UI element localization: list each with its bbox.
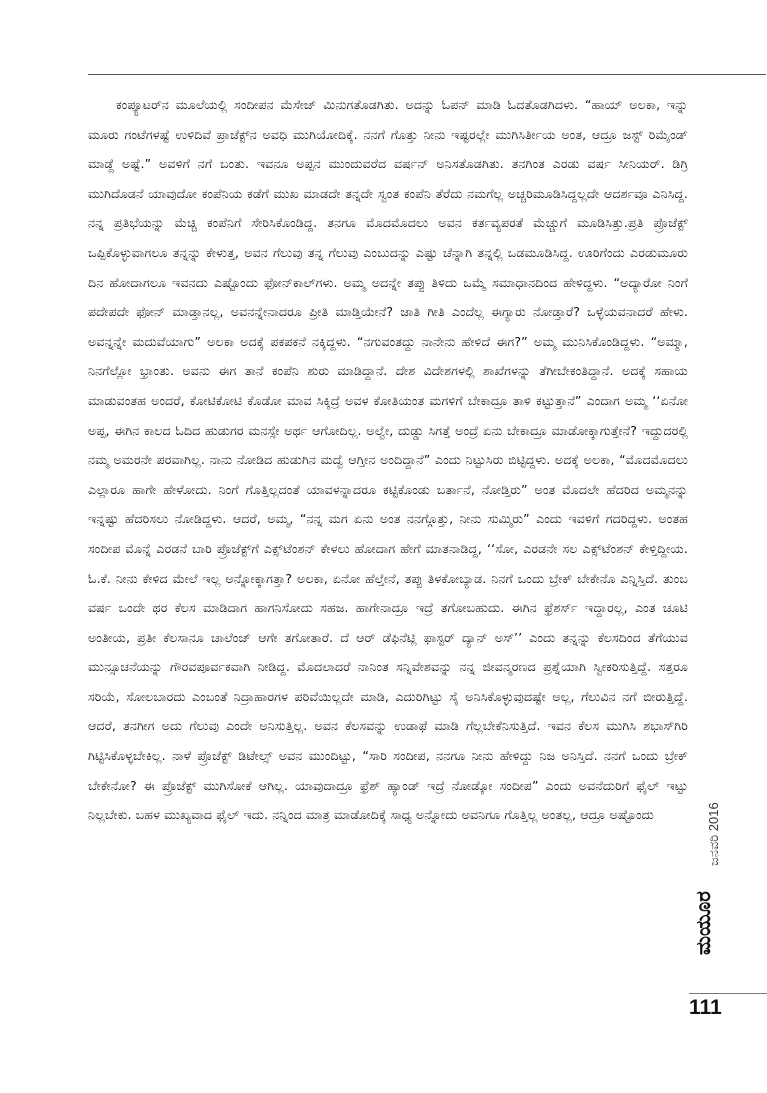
header-rule: [88, 74, 766, 75]
magazine-logo-graphic: [691, 881, 715, 959]
page-number: 111: [689, 996, 722, 1019]
article-body: [88, 90, 688, 830]
issue-date-text: ಜನವರಿ 2016: [706, 802, 721, 866]
footer-rule: [689, 993, 767, 994]
article-paragraph: ಕಂಪ್ಯೂಟರ್‌ನ ಮೂಲೆಯಲ್ಲಿ ಸಂದೀಪನ ಮೆಸೇಜ್ ಮಿನುಗತೊಡಗಿತು. ಅದನ್ನು ಓಪನ್ ಮಾಡಿ ಓದತೊಡಗಿದಳು. “ಹಾಯ್ ಅಲಕಾ, ಇನ್ನು ಮೂರು ಗಂಟೆಗಳಷ್ಟೆ ಉಳಿದಿವೆ ಪ್ರಾಜೆಕ್ಟ್‌ನ ಅವಧಿ ಮುಗಿಯೋದಿಕ್ಕೆ. ನನಗೆ ಗೊತ್ತು ನೀನು ಇಷ್ಟರಲ್ಲೇ ಮುಗಿಸಿರ್ತೀಯ ಅಂತ, ಆದ್ರೂ ಜಸ್ಟ್ ರಿಮೈಂಡ್ ಮಾಡ್ದೆ ಅಷ್ಟೆ.” ಅವಳಿಗೆ ನಗೆ ಬಂತು. ಇವನೂ ಅಪ್ಪನ ಮುಂದುವರೆದ ವರ್ಷನ್ ಅನಿಸತೊಡಗಿತು. ತನಗಿಂತ ಎರಡು ವರ್ಷ ಸೀನಿಯರ್. ಡಿಗ್ರಿ ಮುಗಿದೊಡನೆ ಯಾವುದೋ ಕಂಪೆನಿಯ ಕಡೆಗೆ ಮುಖ ಮಾಡದೇ ತನ್ನದೇ ಸ್ವಂತ ಕಂಪೆನಿ ತೆರೆದು ನಮಗೆಲ್ಲ ಅಚ್ಚರಿಮೂಡಿಸಿದ್ದಲ್ಲದೇ ಆದರ್ಶವೂ ಎನಿಸಿದ್ದ. ನನ್ನ ಪ್ರತಿಭೆಯನ್ನು ಮೆಚ್ಚಿ ಕಂಪೆನಿಗೆ ಸೇರಿಸಿಕೊಂಡಿದ್ದ. ತನಗೂ ಮೊದಮೊದಲು ಅವನ ಕರ್ತವ್ಯಪರತೆ ಮೆಚ್ಚುಗೆ ಮೂಡಿಸಿತ್ತು.ಪ್ರತಿ ಪ್ರೊಜೆಕ್ಟ್ ಒಪ್ಪಿಕೊಳ್ಳುವಾಗಲೂ ತನ್ನನ್ನು ಕೇಳುತ್ತ, ಅವನ ಗೆಲುವು ತನ್ನ ಗೆಲುವು ಎಂಬುದನ್ನು ಎಷ್ಟು ಚೆನ್ನಾಗಿ ತನ್ನಲ್ಲಿ ಒಡಮೂಡಿಸಿದ್ದ. ಊರಿಗೆಂದು ಎರಡುಮೂರು ದಿನ ಹೋದಾಗಲೂ ಇವನದು ಎಷ್ಟೊಂದು ಫೋನ್‌ಕಾಲ್‌ಗಳು. ಅಮ್ಮ ಅದನ್ನೇ ತಪ್ಪು ತಿಳಿದು ಒಮ್ಮೆ ಸಮಾಧಾನದಿಂದ ಹೇಳಿದ್ದಳು. “ಅದ್ಯಾರೋ ನಿಂಗೆ ಪದೇಪದೇ ಫೋನ್ ಮಾಡ್ತಾನಲ್ಲ, ಅವನನ್ನೇನಾದರೂ ಪ್ರೀತಿ ಮಾಡ್ತಿಯೇನೆ? ಜಾತಿ ಗೀತಿ ಎಂದೆಲ್ಲ ಈಗ್ಯಾರು ನೋಡ್ತಾರೆ? ಒಳ್ಳೆಯವನಾದರೆ ಹೇಳು. ಅವನ್ನನ್ನೇ ಮದುವೆಯಾಗು” ಅಲಕಾ ಅದಕ್ಕೆ ಪಕಪಕನೆ ನಕ್ಕಿದ್ದಳು. “ನಗುವಂತದ್ದು ನಾನೇನು ಹೇಳಿದೆ ಈಗ?” ಅಮ್ಮ ಮುನಿಸಿಕೊಂಡಿದ್ದಳು. “ಅಮ್ಮಾ, ನಿನಗೆಲ್ಲೋ ಭ್ರಾಂತು. ಅವನು ಈಗ ತಾನೆ ಕಂಪೆನಿ ಶುರು ಮಾಡಿದ್ದಾನೆ. ದೇಶ ವಿದೇಶಗಳಲ್ಲಿ ಶಾಖೆಗಳನ್ನು ತೆಗೀಬೇಕಂತಿದ್ದಾನೆ. ಅದಕ್ಕೆ ಸಹಾಯ ಮಾಡುವಂತಹ ಅಂದರೆ, ಕೋಟಿಕೋಟಿ ಕೊಡೋ ಮಾವ ಸಿಕ್ಕಿದ್ರೆ ಅವಳ ಕೋತಿಯಂತ ಮಗಳಿಗೆ ಬೇಕಾದ್ರೂ ತಾಳಿ ಕಟ್ಟುತ್ತಾನೆ” ಎಂದಾಗ ಅಮ್ಮ ‘‘ಏನೋ ಅಪ್ಪ, ಈಗಿನ ಕಾಲದ ಓದಿದ ಹುಡುಗರ ಮನಸ್ಸೇ ಅರ್ಥ ಆಗೋದಿಲ್ಲ. ಅಲ್ವೇ, ದುಡ್ಡು ಸಿಗತ್ತೆ ಅಂದ್ರೆ ಏನು ಬೇಕಾದ್ರೂ ಮಾಡೋಕ್ಕಾಗುತ್ತೇನೆ? ಇದ್ದುದರಲ್ಲಿ ನಮ್ಮ ಅಮರನೇ ಪರವಾಗಿಲ್ಲ. ನಾನು ನೋಡಿದ ಹುಡುಗಿನ ಮದ್ವೆ ಆಗ್ತೀನ ಅಂದಿದ್ದಾನೆ” ಎಂದು ನಿಟ್ಟುಸಿರು ಬಿಟ್ಟಿದ್ದಳು. ಅದಕ್ಕೆ ಅಲಕಾ, “ಮೊದಮೊದಲು ಎಲ್ಲಾರೂ ಹಾಗೇ ಹೇಳೋದು. ನಿಂಗೆ ಗೊತ್ತಿಲ್ಲದಂತೆ ಯಾವಳನ್ನಾದರೂ ಕಟ್ಟಿಕೊಂಡು ಬರ್ತಾನೆ, ನೋಡ್ತಿರು” ಅಂತ ಮೊದಲೇ ಹೆದರಿದ ಅಮ್ಮನನ್ನು ಇನ್ನಷ್ಟು ಹೆದರಿಸಲು ನೋಡಿದ್ದಳು. ಆದರೆ, ಅಮ್ಮ, “ನನ್ನ ಮಗ ಏನು ಅಂತ ನನಗ್ಗೊತ್ತು, ನೀನು ಸುಮ್ಮಿರು” ಎಂದು ಇವಳಿಗೆ ಗದರಿದ್ದಳು. ಅಂತಹ ಸಂದೀಪ ಮೊನ್ನೆ ಎರಡನೆ ಬಾರಿ ಪ್ರೊಜೆಕ್ಟ್‌ಗೆ ಎಕ್ಸ್‌ಟೆಂಶನ್ ಕೇಳಲು ಹೋದಾಗ ಹೇಗೆ ಮಾತನಾಡಿದ್ದ, ‘‘ಸೋ, ಎರಡನೇ ಸಲ ಎಕ್ಸ್‌ಟೆಂಶನ್ ಕೇಳ್ತಿದ್ದೀಯ. ಓ.ಕೆ. ನೀನು ಕೇಳಿದ ಮೇಲೆ ಇಲ್ಲ ಅನ್ನೋಕ್ಕಾಗತ್ತಾ? ಅಲಕಾ, ಏನೋ ಹೆಲ್ತೇನೆ, ತಪ್ಪು ತಿಳಕೋಬ್ಯಾಡ. ನಿನಗೆ ಒಂದು ಬ್ರೇಕ್ ಬೇಕೇನೊ ಎನ್ನಿಸ್ತಿದೆ. ತುಂಬ ವರ್ಷ ಒಂದೇ ಥರ ಕೆಲಸ ಮಾಡಿದಾಗ ಹಾಗನಿಸೋದು ಸಹಜ. ಹಾಗೇನಾದ್ರೂ ಇದ್ರೆ ತಗೋಬಹುದು. ಈಗಿನ ಫ್ರೆಶರ್ಸ್ ಇದ್ದಾರಲ್ಲ, ಎಂತ ಚೂಟಿ ಅಂತೀಯ, ಪ್ರತೀ ಕೆಲಸಾನೂ ಚಾಲೆಂಜ್ ಆಗೇ ತಗೋತಾರೆ. ದೆ ಆರ್ ಡೆಫಿನೆಟ್ಲಿ ಫಾಸ್ಟರ್ ದ್ಯಾನ್ ಅಸ್’’ ಎಂದು ತನ್ನನ್ನು ಕೆಲಸದಿಂದ ತೆಗೆಯುವ ಮುನ್ಸೂಚನೆಯನ್ನು ಗೌರವಪೂರ್ವಕವಾಗಿ ನೀಡಿದ್ದ. ಮೊದಲಾದರೆ ನಾನಿಂತ ಸನ್ನಿವೇಶವನ್ನು ನನ್ನ ಜೀವನ್ಮರಣದ ಪ್ರಶ್ನೆಯಾಗಿ ಸ್ವೀಕರಿಸುತ್ತಿದ್ದೆ. ಸತ್ತರೂ ಸರಿಯೆ, ಸೋಲಬಾರದು ಎಂಬಂತೆ ನಿದ್ರಾಹಾರಗಳ ಪರಿವೆಯಿಲ್ಲದೇ ಮಾಡಿ, ಎದುರಿಗಿಟ್ಟು ಸೈ ಅನಿಸಿಕೊಳ್ಳುವುದಷ್ಟೇ ಅಲ್ಲ, ಗೆಲುವಿನ ನಗೆ ಬೀರುತ್ತಿದ್ದೆ. ಆದರೆ, ತನಗೀಗ ಅದು ಗೆಲುವು ಎಂದೇ ಅನಿಸುತ್ತಿಲ್ಲ. ಅವನ ಕೆಲಸವನ್ನು ಉಡಾಫೆ ಮಾಡಿ ಗೆಲ್ಲಬೇಕೆನಿಸುತ್ತಿದೆ. ಇವನ ಕೆಲಸ ಮುಗಿಸಿ ಶಭಾಸ್‌ಗಿರಿ ಗಿಟ್ಟಿಸಿಕೊಳ್ಳಬೇಕಿಲ್ಲ. ನಾಳೆ ಪ್ರೊಜೆಕ್ಟ್ ಡಿಟೇಲ್ಸ್ ಅವನ ಮುಂದಿಟ್ಟು, “ಸಾರಿ ಸಂದೀಪ, ನನಗೂ ನೀನು ಹೇಳಿದ್ದು ನಿಜ ಅನಿಸ್ತಿದೆ. ನನಗೆ ಒಂದು ಬ್ರೇಕ್ ಬೇಕೇನೋ? ಈ ಪ್ರೊಜೆಕ್ಟ್ ಮುಗಿಸೋಕೆ ಆಗಿಲ್ಲ. ಯಾವುದಾದ್ರೂ ಫ್ರೆಶ್ ಹ್ಯಾಂಡ್ ಇದ್ರೆ ನೋಡ್ಕೋ ಸಂದೀಪ” ಎಂದು ಅವನೆದುರಿಗೆ ಫೈಲ್ ಇಟ್ಟು ನಿಲ್ಲಬೇಕು. ಬಹಳ ಮುಖ್ಯವಾದ ಫೈಲ್ ಇದು. ನನ್ನಿಂದ ಮಾತ್ರ ಮಾಡೋದಿಕ್ಕೆ ಸಾಧ್ಯ ಅನ್ನೋದು ಅವನಿಗೂ ಗೊತ್ತಿಲ್ಲ ಅಂತಲ್ಲ, ಆದ್ರೂ ಅಷ್ಟೊಂದು: [88, 97, 688, 823]
magazine-logo-text: ಮಯೂರ: [691, 891, 715, 955]
magazine-logo: [690, 880, 716, 960]
